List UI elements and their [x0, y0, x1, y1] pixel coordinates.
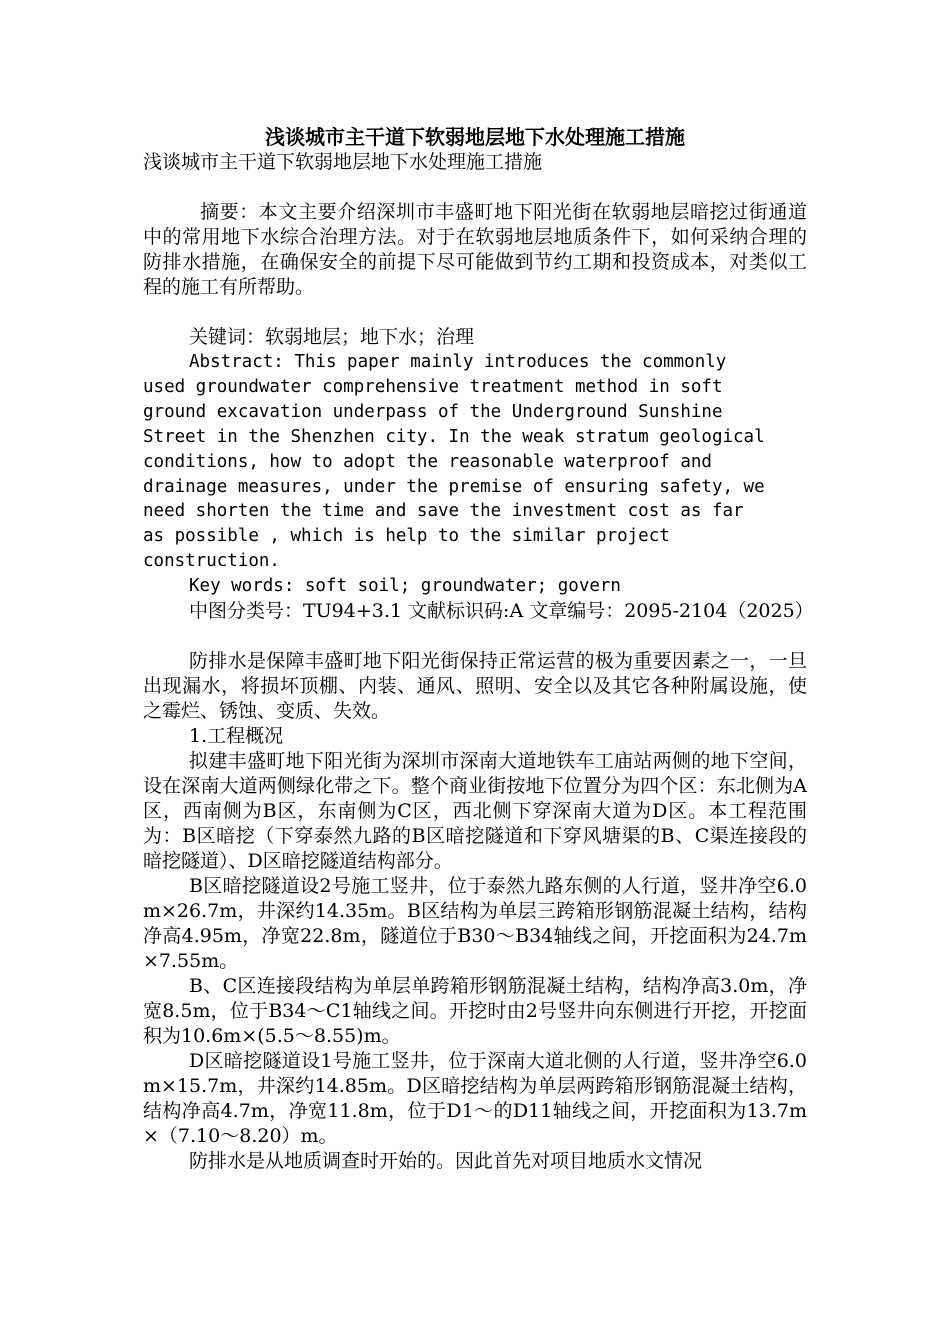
abstract-en: Abstract: This paper mainly introduces the commonly used groundwater comprehensive treatment method in soft ground excavation underpass of the Underground Sunshine Street in the Shenzhen city. In the weak stratum geological conditions, how to adopt the reasonable waterproof and drainage measures, under the premise of ensuring safety, we need shorten the time and save the investment cost as far as possible , which is help to the similar project construction.: [143, 352, 765, 572]
section-heading-1: 1.工程概况: [189, 725, 284, 748]
body-paragraph-waterproof: 防排水是从地质调查时开始的。因此首先对项目地质水文情况: [189, 1150, 703, 1173]
keywords-en: Key words: soft soil; groundwater; govern: [189, 576, 621, 597]
subtitle: 浅谈城市主干道下软弱地层地下水处理施工措施: [143, 151, 543, 173]
body-paragraph-intro: 防排水是保障丰盛町地下阳光街保持正常运营的极为重要因素之一，一旦出现漏水，将损坏顶棚、内装、通风、照明、安全以及其它各种附属设施，使之霉烂、锈蚀、变质、失效。: [143, 650, 807, 723]
document-title: 浅谈城市主干道下软弱地层地下水处理施工措施: [265, 125, 685, 149]
body-paragraph-b-zone: B区暗挖隧道设2号施工竖井，位于泰然九路东侧的人行道，竖井净空6.0m×26.7m，井深约14.35m。B区结构为单层三跨箱形钢筋混凝土结构，结构净高4.95m，净宽22.8m，隧道位于B30～B34轴线之间，开挖面积为24.7m×7.55m。: [143, 875, 807, 973]
body-paragraph-d-zone: D区暗挖隧道设1号施工竖井，位于深南大道北侧的人行道，竖井净空6.0m×15.7m，井深约14.85m。D区暗挖结构为单层两跨箱形钢筋混凝土结构，结构净高4.7m，净宽11.8m，位于D1～的D11轴线之间，开挖面积为13.7m×（7.10～8.20）m。: [143, 1050, 807, 1148]
body-paragraph-bc-connection: B、C区连接段结构为单层单跨箱形钢筋混凝土结构，结构净高3.0m，净宽8.5m，位于B34～C1轴线之间。开挖时由2号竖井向东侧进行开挖，开挖面积为10.6m×(5.5～8.55)m。: [143, 975, 807, 1048]
body-paragraph-overview: 拟建丰盛町地下阳光街为深圳市深南大道地铁车工庙站两侧的地下空间，设在深南大道两侧绿化带之下。整个商业街按地下位置分为四个区：东北侧为A区，西南侧为B区，东南侧为C区，西北侧下穿深南大道为D区。本工程范围为：B区暗挖（下穿泰然九路的B区暗挖隧道和下穿风塘渠的B、C渠连接段的暗挖隧道）、D区暗挖隧道结构部分。: [143, 750, 807, 873]
abstract-cn: 摘要：本文主要介绍深圳市丰盛町地下阳光街在软弱地层暗挖过街通道中的常用地下水综合治理方法。对于在软弱地层地质条件下，如何采纳合理的防排水措施，在确保安全的前提下尽可能做到节约工期和投资成本，对类似工程的施工有所帮助。: [143, 201, 807, 298]
classification-line: 中图分类号：TU94+3.1 文献标识码:A 文章编号：2095-2104（2025）: [189, 600, 814, 623]
keywords-cn: 关键词：软弱地层；地下水；治理: [189, 326, 475, 348]
content-column: [143, 150, 814, 1174]
